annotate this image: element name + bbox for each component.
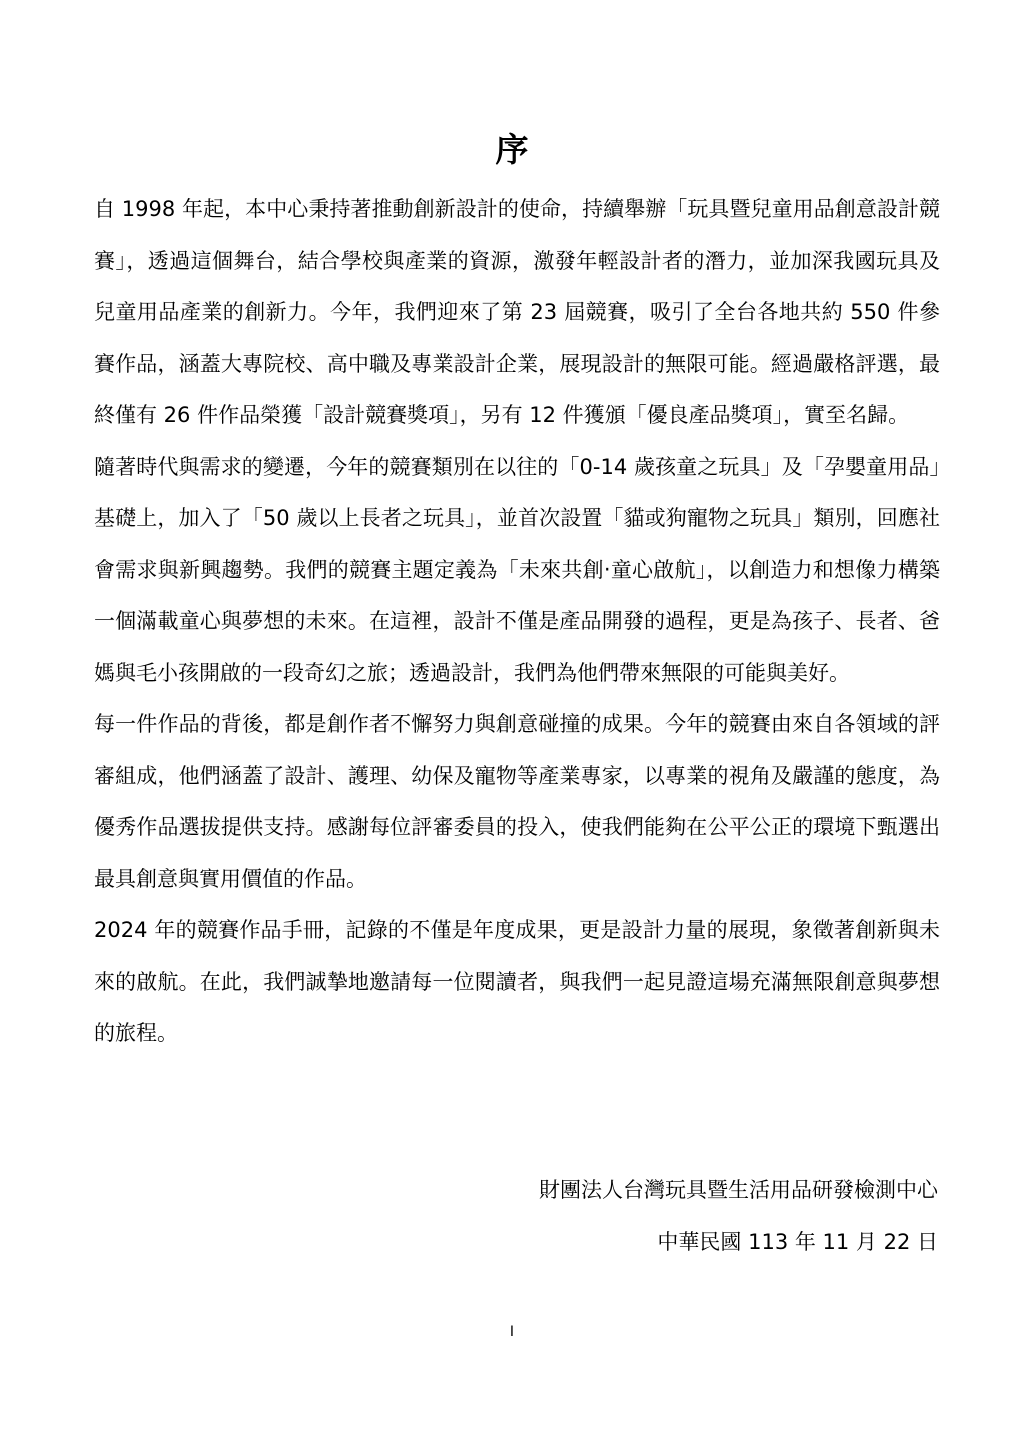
preface-paragraph-3: 每一件作品的背後，都是創作者不懈努力與創意碰撞的成果。今年的競賽由來自各領域的評審組成，他們涵蓋了設計、護理、幼保及寵物等產業專家，以專業的視角及嚴謹的態度，為優秀作品選拔提供支持。感謝每位評審委員的投入，使我們能夠在公平公正的環境下甄選出最具創意與實用價值的作品。: [94, 712, 940, 891]
preface-paragraph-1: 自 1998 年起，本中心秉持著推動創新設計的使命，持續舉辦「玩具暨兒童用品創意設計競賽」，透過這個舞台，結合學校與產業的資源，激發年輕設計者的潛力，並加深我國玩具及兒童用品產業的創新力。今年，我們迎來了第 23 屆競賽，吸引了全台各地共約 550 件參賽作品，涵蓋大專院校、高中職及專業設計企業，展現設計的無限可能。經過嚴格評選，最終僅有 26 件作品榮獲「設計競賽獎項」，另有 12 件獲頒「優良產品獎項」，實至名歸。: [94, 197, 940, 427]
preface-body: [94, 184, 940, 1060]
signature-date: 中華民國 113 年 11 月 22 日: [657, 1230, 938, 1254]
signature-block: [539, 1164, 938, 1268]
page-title: 序: [495, 130, 529, 169]
page-number: I: [509, 1324, 515, 1340]
signature-organization: 財團法人台灣玩具暨生活用品研發檢測中心: [539, 1178, 938, 1202]
preface-paragraph-4: 2024 年的競賽作品手冊，記錄的不僅是年度成果，更是設計力量的展現，象徵著創新與未來的啟航。在此，我們誠摯地邀請每一位閱讀者，與我們一起見證這場充滿無限創意與夢想的旅程。: [94, 918, 940, 1045]
preface-paragraph-2: 隨著時代與需求的變遷，今年的競賽類別在以往的「0-14 歲孩童之玩具」及「孕嬰童用品」基礎上，加入了「50 歲以上長者之玩具」，並首次設置「貓或狗寵物之玩具」類別，回應社會需求與新興趨勢。我們的競賽主題定義為「未來共創‧童心啟航」，以創造力和想像力構築一個滿載童心與夢想的未來。在這裡，設計不僅是產品開發的過程，更是為孩子、長者、爸媽與毛小孩開啟的一段奇幻之旅；透過設計，我們為他們帶來無限的可能與美好。: [94, 454, 940, 685]
